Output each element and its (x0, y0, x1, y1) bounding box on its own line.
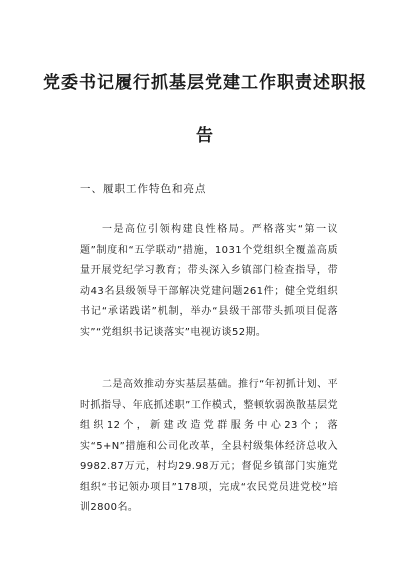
document-title-line1: 党委书记履行抓基层党建工作职责述职报 (43, 73, 367, 93)
paragraph-1: 一是高位引领构建良性格局。严格落实“第一议题”制度和“五学联动”措施，1031个党组织全覆盖高质量开展党纪学习教育；带头深入乡镇部门检查指导，带动43名县级领导干部解决党建问题261件；健全党组织书记“承诺践诺”机制，举办“县级干部带头抓项目促落实”“党组织书记谈落实”电视访谈52期。 (80, 224, 338, 338)
document-title-line2: 告 (196, 126, 214, 146)
section-heading: 一、履职工作特色和亮点 (80, 183, 207, 195)
paragraph-2: 二是高效推动夯实基层基础。推行“年初抓计划、平时抓指导、年底抓述职”工作模式，整顿软弱涣散基层党组织12个，新建改造党群服务中心23个；落实“5+N”措施和公司化改革，全县村级集体经济总收入9982.87万元，村均29.98万元；督促乡镇部门实施党组织“书记领办项目”178项，完成“农民党员进党校”培训2800名。 (80, 379, 338, 513)
